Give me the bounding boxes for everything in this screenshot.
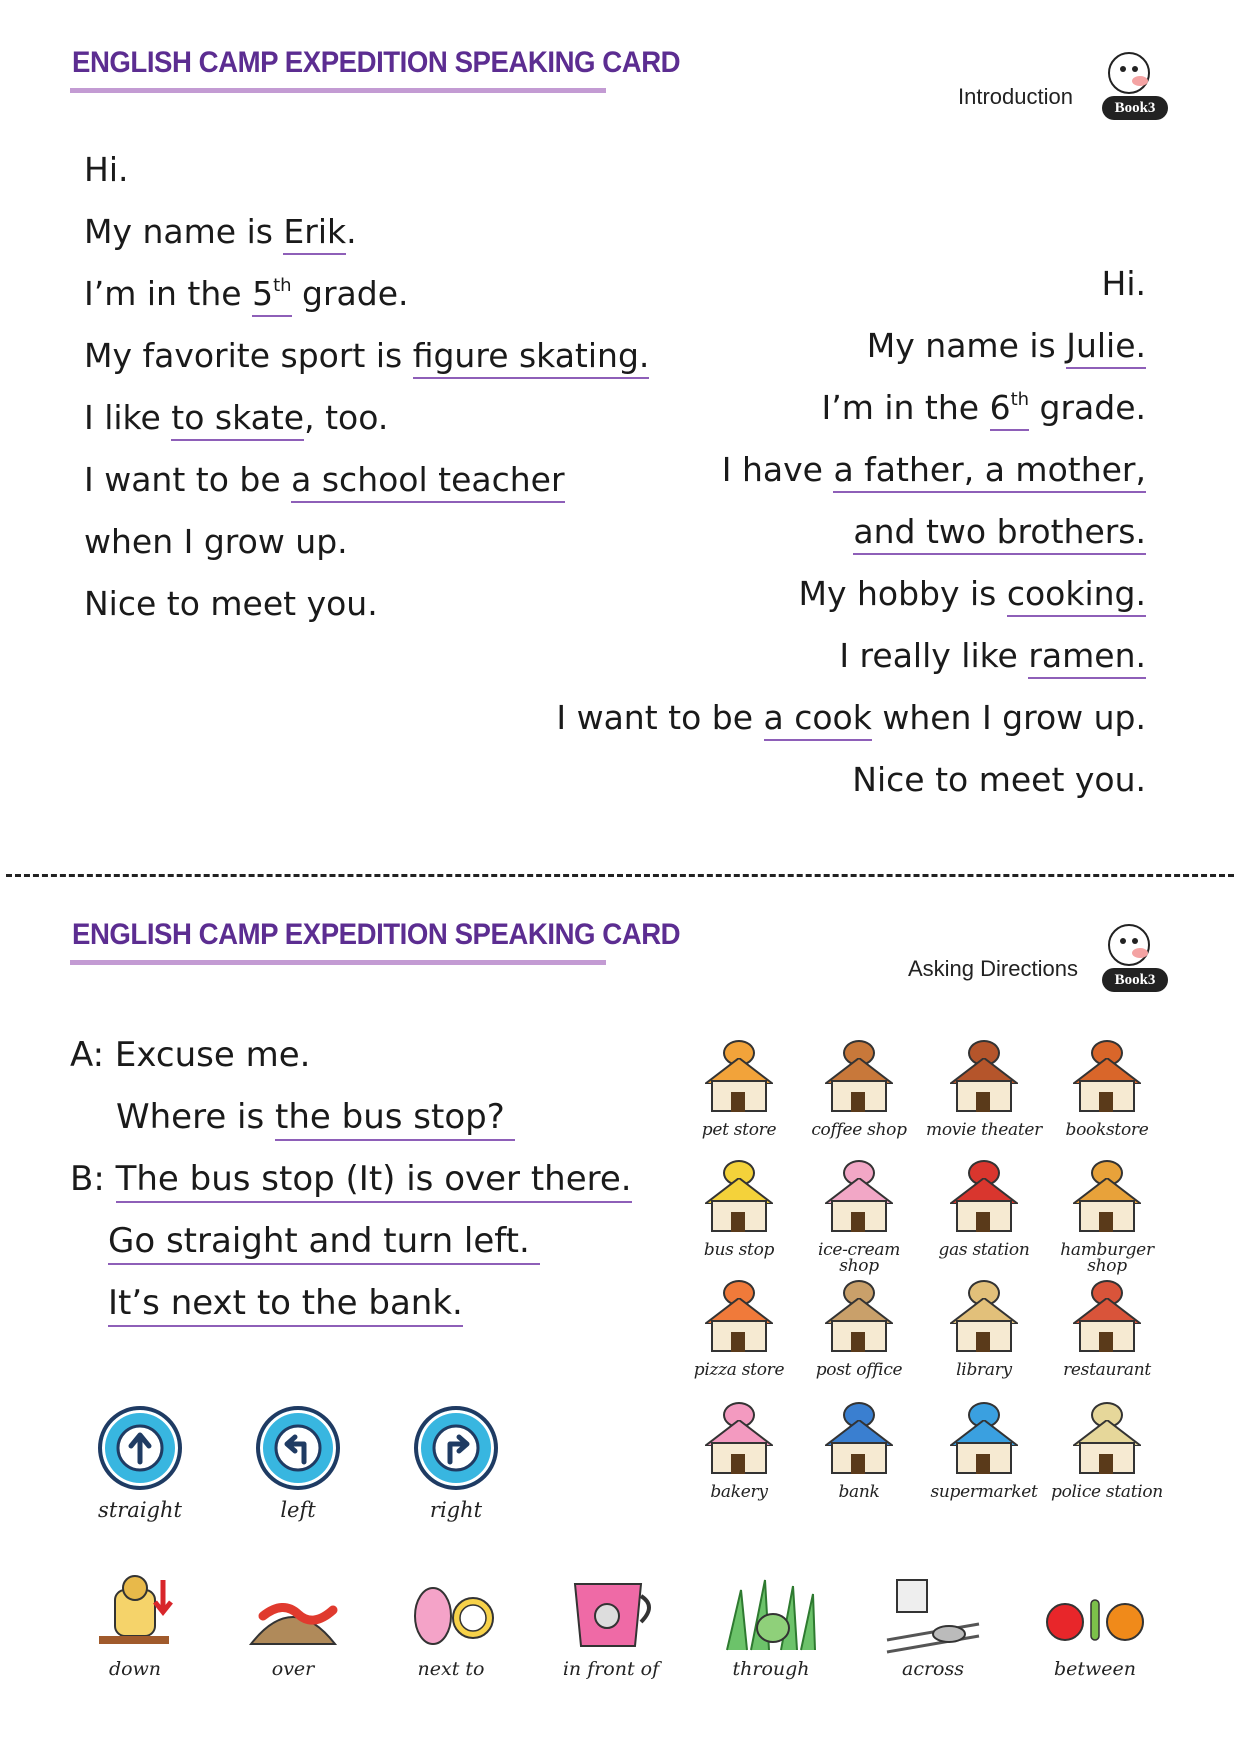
card1-title: ENGLISH CAMP EXPEDITION SPEAKING CARD: [72, 46, 681, 79]
place-ice-cream-shop: [800, 1160, 918, 1274]
dialog-a2: Where is the bus stop?: [116, 1096, 515, 1138]
erik-name-line: My name is Erik.: [84, 212, 357, 252]
police-station-icon: [1067, 1402, 1147, 1480]
bookstore-icon: [1067, 1040, 1147, 1118]
julie-hi: Hi.: [1101, 264, 1146, 303]
bakery-icon: [699, 1402, 779, 1480]
post-office-icon: [819, 1280, 899, 1358]
erik-grow-line: when I grow up.: [84, 522, 348, 561]
supermarket-icon: [944, 1402, 1024, 1480]
place-label: bus stop: [703, 1240, 775, 1260]
julie-family-line-2: [853, 512, 1146, 552]
place-label: hamburger shop: [1060, 1240, 1154, 1276]
place-bakery: [680, 1402, 798, 1500]
pet-store-icon: [699, 1040, 779, 1118]
hamburger-shop-icon: [1067, 1160, 1147, 1238]
dialog-a2-target: the bus stop?: [275, 1097, 515, 1141]
place-label: movie theater: [926, 1120, 1042, 1140]
ice-cream-shop-icon: [819, 1160, 899, 1238]
place-supermarket: [925, 1402, 1043, 1500]
movie-theater-icon: [944, 1040, 1024, 1118]
place-label: bank: [838, 1482, 880, 1502]
prep-label: over: [271, 1658, 315, 1680]
prep-across: [868, 1570, 998, 1680]
pizza-store-icon: [699, 1280, 779, 1358]
cow-mascot-icon: [1094, 52, 1168, 120]
place-label: supermarket: [930, 1482, 1038, 1502]
julie-nice-line: Nice to meet you.: [852, 760, 1146, 799]
right-turn-arrow-icon: [414, 1406, 498, 1490]
place-label: library: [956, 1360, 1012, 1380]
place-label: ice-cream shop: [817, 1240, 901, 1276]
prep-label: down: [108, 1658, 162, 1680]
julie-grade: 6th: [990, 388, 1029, 431]
card2-title: ENGLISH CAMP EXPEDITION SPEAKING CARD: [72, 918, 681, 951]
erik-like: to skate: [171, 398, 304, 441]
prep-label: next to: [417, 1658, 485, 1680]
place-hamburger-shop: [1048, 1160, 1166, 1274]
book-badge: Book3: [1102, 968, 1168, 992]
right-label: right: [429, 1498, 483, 1522]
card1-section-tag: Introduction: [958, 84, 1073, 109]
prep-down: [70, 1570, 200, 1680]
place-pet-store: [680, 1040, 798, 1138]
erik-grade: 5th: [252, 274, 291, 317]
place-label: pet store: [701, 1120, 777, 1140]
prep-between: [1030, 1570, 1160, 1680]
place-bank: [800, 1402, 918, 1500]
book-badge: Book3: [1102, 96, 1168, 120]
card1-title-rule: [70, 88, 606, 93]
erik-want: a school teacher: [291, 460, 564, 503]
dialog-a1: A: Excuse me.: [70, 1035, 311, 1075]
gas-station-icon: [944, 1160, 1024, 1238]
erik-nice-line: Nice to meet you.: [84, 584, 378, 623]
place-police-station: [1048, 1402, 1166, 1500]
julie-grade-line: I’m in the 6th grade.: [821, 388, 1146, 428]
restaurant-icon: [1067, 1280, 1147, 1358]
prep-label: between: [1053, 1658, 1137, 1680]
mouse-in-front-of-cup-icon: [561, 1570, 661, 1654]
place-label: restaurant: [1063, 1360, 1151, 1380]
dialog-b2-answer: Go straight and turn left.: [108, 1221, 540, 1265]
vase-next-to-clock-icon: [401, 1570, 501, 1654]
bear-going-down-icon: [85, 1570, 185, 1654]
prep-label: through: [732, 1658, 810, 1680]
left-turn-arrow-icon: [256, 1406, 340, 1490]
place-label: bookstore: [1065, 1120, 1149, 1140]
dialog-b2: [108, 1220, 540, 1262]
straight-arrow-icon: [98, 1406, 182, 1490]
place-bookstore: [1048, 1040, 1166, 1138]
place-label: police station: [1051, 1482, 1163, 1502]
coffee-shop-icon: [819, 1040, 899, 1118]
place-label: post office: [815, 1360, 903, 1380]
place-label: gas station: [938, 1240, 1030, 1260]
place-pizza-store: [680, 1280, 798, 1378]
bank-icon: [819, 1402, 899, 1480]
dialog-b3-answer: It’s next to the bank.: [108, 1283, 463, 1327]
cow-mascot-icon: [1094, 924, 1168, 992]
worm-between-fruits-icon: [1045, 1570, 1145, 1654]
julie-family-line: I have a father, a mother,: [722, 450, 1146, 490]
erik-sport-line: My favorite sport is figure skating.: [84, 336, 649, 376]
erik-sport: figure skating.: [413, 336, 650, 379]
card2-section-tag: Asking Directions: [908, 956, 1078, 981]
julie-family-2: and two brothers.: [853, 512, 1146, 555]
erik-want-line: I want to be a school teacher: [84, 460, 565, 500]
straight-label: straight: [98, 1498, 182, 1522]
prep-through: [706, 1570, 836, 1680]
place-label: coffee shop: [811, 1120, 907, 1140]
place-bus-stop: [680, 1160, 798, 1258]
frog-through-grass-icon: [721, 1570, 821, 1654]
worm-over-hill-icon: [243, 1570, 343, 1654]
place-coffee-shop: [800, 1040, 918, 1138]
place-restaurant: [1048, 1280, 1166, 1378]
erik-name: Erik: [283, 212, 346, 255]
erik-hi: Hi.: [84, 150, 129, 189]
julie-want: a cook: [764, 698, 872, 741]
julie-want-line: I want to be a cook when I grow up.: [556, 698, 1146, 738]
julie-family: a father, a mother,: [833, 450, 1146, 493]
prep-next-to: [386, 1570, 516, 1680]
prep-in-front-of: [546, 1570, 676, 1680]
julie-like-line: I really like ramen.: [839, 636, 1146, 676]
dialog-b1: B: The bus stop (It) is over there.: [70, 1158, 632, 1200]
card2-title-rule: [70, 960, 606, 965]
place-label: bakery: [710, 1482, 768, 1502]
erik-like-line: I like to skate, too.: [84, 398, 388, 438]
dialog-b1-answer: The bus stop (It) is over there.: [116, 1159, 632, 1203]
dialog-b3: [108, 1282, 463, 1324]
julie-name-line: My name is Julie.: [867, 326, 1146, 366]
place-movie-theater: [925, 1040, 1043, 1138]
prep-over: [228, 1570, 358, 1680]
julie-name: Julie.: [1066, 326, 1146, 369]
bus-stop-icon: [699, 1160, 779, 1238]
prep-label: across: [902, 1658, 964, 1680]
left-label: left: [280, 1498, 316, 1522]
library-icon: [944, 1280, 1024, 1358]
car-across-road-icon: [883, 1570, 983, 1654]
place-label: pizza store: [693, 1360, 785, 1380]
prep-label: in front of: [562, 1658, 660, 1680]
julie-like: ramen.: [1028, 636, 1146, 679]
julie-hobby: cooking.: [1007, 574, 1146, 617]
erik-grade-line: I’m in the 5th grade.: [84, 274, 409, 314]
place-gas-station: [925, 1160, 1043, 1258]
place-post-office: [800, 1280, 918, 1378]
julie-hobby-line: My hobby is cooking.: [798, 574, 1146, 614]
place-library: [925, 1280, 1043, 1378]
cut-line-divider: [6, 874, 1234, 877]
